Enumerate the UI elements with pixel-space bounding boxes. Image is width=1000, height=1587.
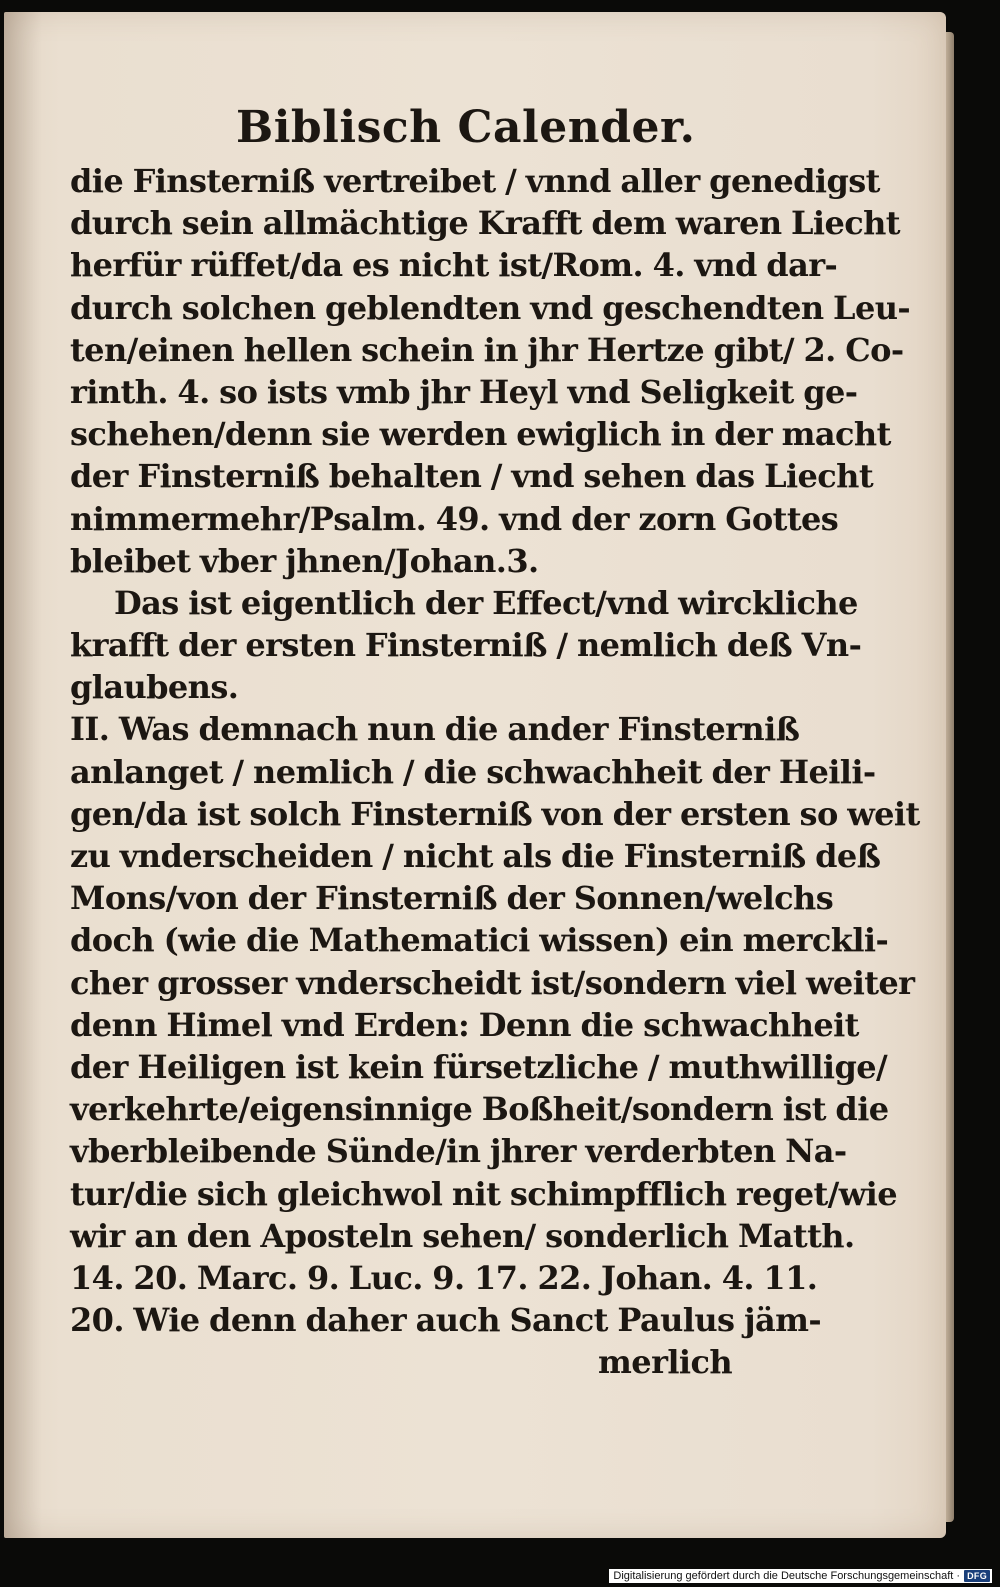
text-line: durch solchen geblendten vnd geschendten Leu- (70, 288, 911, 327)
text-line: schehen/denn sie werden ewiglich in der macht (70, 415, 891, 454)
running-head: Biblisch Calender. (236, 102, 696, 153)
text-line: krafft der ersten Finsterniß / nemlich deß Vn- (70, 626, 862, 665)
text-line: nimmermehr/Psalm. 49. vnd der zorn Gottes (70, 499, 839, 538)
text-line: Das ist eigentlich der Effect/vnd wirckliche (114, 583, 858, 622)
spine-shadow (4, 12, 42, 1538)
catchword: merlich (598, 1343, 732, 1382)
text-line: anlanget / nemlich / die schwachheit der Heili- (70, 752, 876, 791)
text-line: gen/da ist solch Finsterniß von der ersten so weit (70, 794, 920, 833)
text-line: verkehrte/eigensinnige Boßheit/sondern ist die (70, 1090, 889, 1129)
text-line: II. Was demnach nun die ander Finsterniß (70, 710, 800, 749)
text-line: bleibet vber jhnen/Johan.3. (70, 541, 539, 580)
text-line: 14. 20. Marc. 9. Luc. 9. 17. 22. Johan. 4. 11. (70, 1258, 818, 1297)
text-line: der Heiligen ist kein fürsetzliche / muthwillige/ (70, 1047, 888, 1086)
text-line: Mons/von der Finsterniß der Sonnen/welchs (70, 879, 834, 918)
text-line: vberbleibende Sünde/in jhrer verderbten Na- (70, 1132, 847, 1171)
text-line: doch (wie die Mathematici wissen) ein merckli- (70, 921, 889, 960)
text-line: rinth. 4. so ists vmb jhr Heyl vnd Seligkeit ge- (70, 372, 858, 411)
text-line: denn Himel vnd Erden: Denn die schwachheit (70, 1005, 859, 1044)
book-page (4, 12, 946, 1538)
text-line: tur/die sich gleichwol nit schimpfflich reget/wie (70, 1174, 897, 1213)
text-line: der Finsterniß behalten / vnd sehen das Liecht (70, 457, 874, 496)
credit-text: Digitalisierung gefördert durch die Deutsche Forschungsgemeinschaft · (613, 1570, 961, 1582)
dfg-logo: DFG (964, 1570, 990, 1582)
text-line: ten/einen hellen schein in jhr Hertze gibt/ 2. Co- (70, 330, 904, 369)
text-line: zu vnderscheiden / nicht als die Finsterniß deß (70, 837, 881, 875)
text-line: cher grosser vnderscheidt ist/sondern viel weiter (70, 963, 915, 1002)
text-line: durch sein allmächtige Krafft dem waren Liecht (70, 204, 900, 243)
page-edge (946, 32, 954, 1522)
text-line: wir an den Aposteln sehen/ sonderlich Matth. (70, 1216, 855, 1255)
text-line: 20. Wie denn daher auch Sanct Paulus jäm- (70, 1301, 822, 1340)
text-line: die Finsterniß vertreibet / vnnd aller genedigst (70, 162, 880, 200)
text-line: herfür rüffet/da es nicht ist/Rom. 4. vnd dar- (70, 246, 838, 285)
text-line: glaubens. (70, 668, 239, 707)
body-text (70, 160, 920, 1383)
digitization-credit (609, 1569, 992, 1583)
